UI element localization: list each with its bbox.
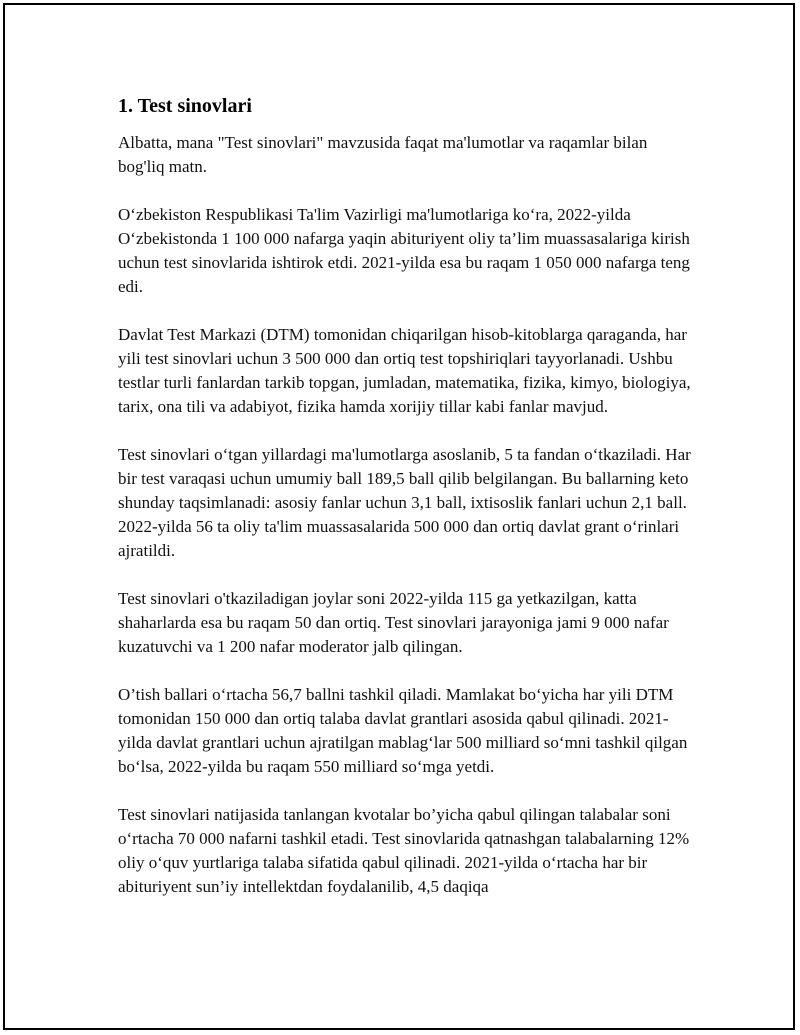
paragraph-grants: O’tish ballari o‘rtacha 56,7 ballni tashkil qiladi. Mamlakat bo‘yicha har yili DTM tomonidan 150 000 dan ortiq talaba davlat grantlari asosida qabul qilinadi. 2021-yilda davlat grantlari uchun ajratilgan mablag‘lar 500 milliard so‘mni tashkil qilgan bo‘lsa, 2022-yilda bu raqam 550 milliard so‘mga yetdi. [118, 685, 688, 776]
paragraph-quotas: Test sinovlari natijasida tanlangan kvotalar bo’yicha qabul qilingan talabalar soni o‘rtacha 70 000 nafarni tashkil etadi. Test sinovlarida qatnashgan talabalarning 12% oliy o‘quv yurtlariga talaba sifatida qabul qilinadi. 2021-yilda o‘rtacha har bir abituriyent sun’iy intellektdan foydalanilib, 4,5 daqiqa [118, 805, 690, 896]
paragraph-scoring: Test sinovlari o‘tgan yillardagi ma'lumotlarga asoslanib, 5 ta fandan o‘tkaziladi. Har bir test varaqasi uchun umumiy ball 189,5 ball qilib belgilangan. Bu ballarning keto shunday taqsimlanadi: asosiy fanlar uchun 3,1 ball, ixtisoslik fanlari uchun 2,1 ball. 2022-yilda 56 ta oliy ta'lim muassasalarida 500 000 dan ortiq davlat grant o‘rinlari ajratildi. [118, 445, 691, 560]
section-heading: 1. Test sinovlari [118, 95, 252, 117]
paragraph-applicants: O‘zbekiston Respublikasi Ta'lim Vazirligi ma'lumotlariga ko‘ra, 2022-yilda O‘zbekistonda 1 100 000 nafarga yaqin abituriyent oliy ta’lim muassasalariga kirish uchun test sinovlarida ishtirok etdi. 2021-yilda esa bu raqam 1 050 000 nafarga teng edi. [118, 205, 690, 296]
document-body [118, 92, 698, 923]
paragraph-intro: Albatta, mana "Test sinovlari" mavzusida faqat ma'lumotlar va raqamlar bilan bog'liq matn. [118, 133, 648, 176]
paragraph-locations: Test sinovlari o'tkaziladigan joylar soni 2022-yilda 115 ga yetkazilgan, katta shaharlarda esa bu raqam 50 dan ortiq. Test sinovlari jarayoniga jami 9 000 nafar kuzatuvchi va 1 200 nafar moderator jalb qilingan. [118, 589, 669, 656]
paragraph-test-tasks: Davlat Test Markazi (DTM) tomonidan chiqarilgan hisob-kitoblarga qaraganda, har yili test sinovlari uchun 3 500 000 dan ortiq test topshiriqlari tayyorlanadi. Ushbu testlar turli fanlardan tarkib topgan, jumladan, matematika, fizika, kimyo, biologiya, tarix, ona tili va adabiyot, fizika hamda xorijiy tillar kabi fanlar mavjud. [118, 325, 691, 416]
